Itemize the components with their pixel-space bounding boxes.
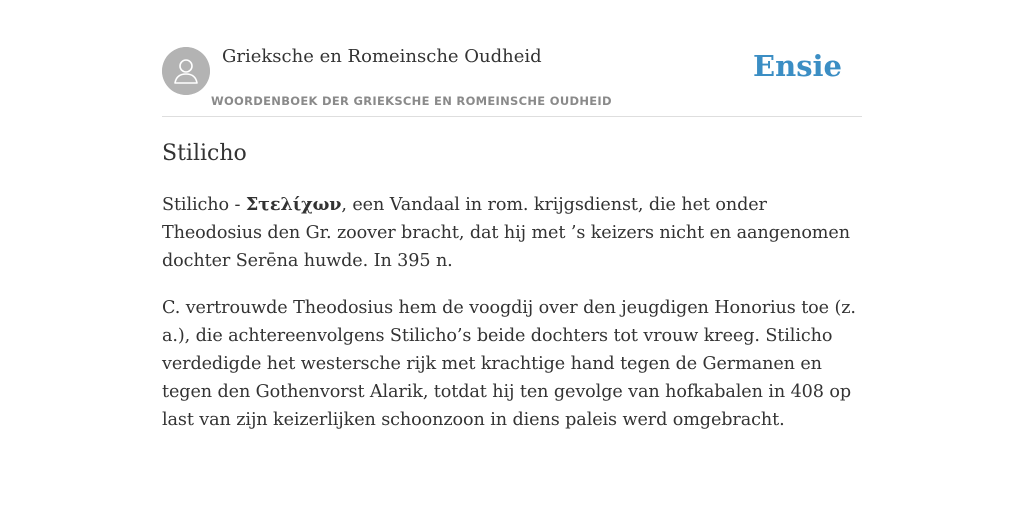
source-subtitle: WOORDENBOEK DER GRIEKSCHE EN ROMEINSCHE OUDHEID: [211, 94, 612, 108]
entry-paragraph: C. vertrouwde Theodosius hem de voogdij over den jeugdigen Honorius toe (z. a.), die achtereenvolgens Stilicho’s beide dochters tot vrouw kreeg. Stilicho verdedigde het westersche rijk met krachtige hand tegen de Germanen en tegen den Gothenvorst Alarik, totdat hij ten gevolge van hofkabalen in 408 op last van zijn keizerlijken schoonzoon in diens paleis werd omgebracht.: [162, 298, 856, 430]
brand-logo[interactable]: Ensie: [753, 49, 842, 83]
avatar[interactable]: [162, 47, 210, 95]
header: [162, 45, 862, 117]
entry-content: [162, 136, 862, 434]
entry-lead: Stilicho -: [162, 195, 246, 215]
source-title[interactable]: Grieksche en Romeinsche Oudheid: [222, 46, 542, 67]
entry-text: , een Vandaal in rom. krijgsdienst, die het onder Theodosius den Gr. zoover bracht, dat hij met ’s keizers nicht en aangenomen dochter Serēna huwde. In 395 n.: [162, 195, 850, 271]
greek-term: Στελίχων: [245, 194, 342, 215]
entry-paragraph: [162, 191, 862, 275]
entry-title: Stilicho: [162, 141, 247, 166]
user-icon: [162, 47, 210, 95]
